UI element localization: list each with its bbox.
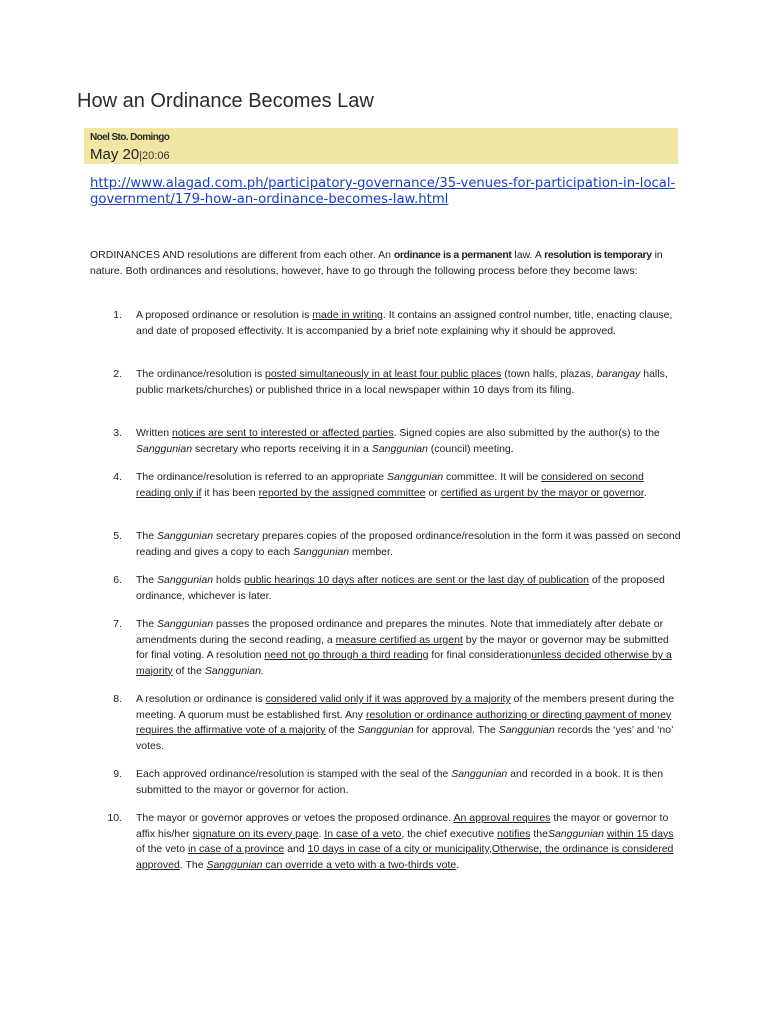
time-text: |20:06	[139, 150, 170, 162]
step-text-segment: Sanggunian	[357, 724, 414, 736]
step-text-segment: Sanggunian	[547, 827, 604, 840]
step-number: 6.	[113, 574, 122, 586]
intro-bold-ordinance: ordinance is a permanent	[393, 249, 512, 261]
step-text-segment: Otherwise, the ordinance is considered approved	[136, 843, 674, 871]
step-text-segment: of the	[325, 724, 358, 736]
step-text-segment: .	[318, 827, 325, 840]
step-text-segment: Sanggunian	[293, 545, 350, 558]
step-text-segment: unless decided otherwise by a majority	[136, 649, 672, 677]
step-text-segment: secretary prepares copies of the proposed ordinance/resolution in the form it was passed on second reading and gives a copy to each	[136, 530, 681, 558]
step-text-segment: signature on its every page	[192, 827, 319, 840]
step-text-segment: notices are sent to interested or affected parties	[171, 427, 394, 439]
step-number: 4.	[113, 471, 122, 483]
step-text-segment: .	[643, 486, 647, 499]
step-text-segment: Sanggunian	[451, 768, 508, 780]
step-text-segment: for final consideration	[428, 649, 532, 661]
step-number: 10.	[107, 812, 122, 824]
step-number: 8.	[113, 693, 122, 705]
step-text-segment: for approval. The	[413, 724, 499, 736]
step-text-segment: halls, public markets/churches) or published thrice in a local newspaper within 10 days from its filing.	[136, 368, 668, 396]
step-text-segment: Sanggunian.	[204, 664, 264, 677]
step-text-segment: in case of a province	[187, 843, 285, 855]
step-text-segment: it has been	[201, 486, 259, 499]
page-title: How an Ordinance Becomes Law	[77, 90, 374, 112]
step-text-segment: by the mayor or governor may be submitted for final voting. A resolution	[136, 633, 669, 661]
step-text-segment: ,	[488, 843, 492, 855]
source-link[interactable]: http://www.alagad.com.ph/participatory-governance/35-venues-for-participation-in-local-government/179-how-an-ordinance-becomes-law.html	[90, 176, 676, 207]
step-text-segment: In case of a veto	[324, 827, 402, 840]
step-text-segment: (town halls, plazas,	[501, 368, 597, 380]
step-text-segment: .	[456, 858, 460, 871]
intro-paragraph	[90, 248, 680, 279]
step-text-segment: secretary who reports receiving it in a	[192, 442, 372, 455]
step-text-segment: certified as urgent by the mayor or governor	[440, 486, 644, 499]
step-number: 2.	[113, 368, 122, 380]
step-text-segment: of the proposed ordinance, whichever is later.	[136, 574, 665, 602]
step-text	[136, 573, 681, 604]
step-text-segment: . It contains an assigned control number, title, enacting clause, and date of proposed effectivity. It is accompanied by a brief note explaining why it should be approved.	[136, 309, 673, 337]
step-text-segment: member.	[349, 545, 393, 558]
step-text-segment: need not go through a third reading	[264, 649, 429, 661]
step-text-segment: The	[136, 618, 158, 630]
step-text-segment: An approval requires	[453, 812, 551, 824]
step-text-segment: . Signed copies are also submitted by the author(s) to the	[393, 427, 660, 439]
publish-date	[90, 146, 170, 163]
step-text	[136, 426, 681, 457]
step-text-segment: posted simultaneously in at least four public places	[265, 368, 502, 380]
step-text-segment: holds	[213, 574, 245, 586]
step-text-segment: A resolution or ordinance is	[136, 693, 266, 705]
intro-bold-resolution: resolution is temporary	[544, 249, 652, 261]
step-text-segment: public hearings 10 days after notices are sent or the last day of publication	[244, 574, 589, 586]
step-text-segment: considered on second reading only if	[136, 471, 644, 499]
step-text-segment: Sanggunian	[206, 858, 263, 871]
step-text-segment: Each approved ordinance/resolution is stamped with the seal of the	[136, 768, 452, 780]
step-text	[136, 767, 681, 798]
step-text-segment: . The	[179, 858, 207, 871]
step-number: 7.	[113, 618, 122, 630]
step-text-segment: Sanggunian	[157, 530, 214, 542]
article-meta-banner	[84, 128, 678, 164]
step-text-segment: the	[530, 827, 548, 840]
step-text-segment: Sanggunian	[498, 724, 555, 736]
step-text-segment: and	[284, 843, 308, 855]
step-text-segment: The mayor or governor approves or vetoes the proposed ordinance.	[136, 812, 454, 824]
step-text	[136, 367, 681, 398]
intro-text-3: in nature. Both ordinances and resolutions, however, have to go through the following process before they become laws:	[90, 249, 663, 277]
step-text	[136, 811, 681, 873]
date-text: May 20	[90, 146, 140, 163]
intro-text-2: law. A	[511, 249, 545, 261]
step-text-segment: (council) meeting.	[427, 442, 514, 455]
step-text-segment: 10 days in case of a city or municipality	[307, 843, 489, 855]
step-text	[136, 470, 681, 501]
step-text-segment: can override a veto with a two-thirds vote	[262, 858, 457, 871]
step-text-segment: notifies	[497, 827, 531, 840]
step-text	[136, 529, 681, 560]
step-text-segment: The ordinance/resolution is	[136, 368, 265, 380]
step-text	[136, 692, 681, 754]
step-text-segment: committee. It will be	[443, 471, 542, 483]
step-number: 5.	[113, 530, 122, 542]
step-text-segment: The ordinance/resolution is referred to an appropriate	[136, 471, 387, 483]
step-text-segment: or	[425, 486, 441, 499]
step-text-segment: Written	[136, 427, 172, 439]
step-text-segment: of the veto	[136, 843, 188, 855]
step-text-segment: Sanggunian	[157, 574, 214, 586]
step-text-segment: considered valid only if it was approved by a majority	[265, 693, 511, 705]
step-text-segment: the mayor or governor to affix his/her	[136, 812, 669, 840]
step-text-segment: , the chief executive	[401, 827, 498, 840]
step-text-segment: The	[136, 574, 158, 586]
step-text-segment: and recorded in a book. It is then submitted to the mayor or governor for action.	[136, 768, 664, 796]
step-number: 9.	[113, 768, 122, 780]
step-text-segment: barangay	[596, 368, 641, 380]
step-text-segment: Sanggunian	[371, 442, 428, 455]
step-text-segment: The	[136, 530, 158, 542]
author-name[interactable]: Noel Sto. Domingo	[90, 132, 170, 143]
step-text-segment: measure certified as urgent	[335, 633, 463, 646]
step-text-segment: Sanggunian	[386, 471, 444, 483]
intro-text-1: ORDINANCES AND resolutions are different from each other. An	[90, 249, 394, 261]
step-number: 1.	[113, 309, 122, 321]
step-text-segment: of the	[172, 664, 205, 677]
step-text-segment: of the members present during the meeting. A quorum must be established first. Any	[136, 693, 675, 721]
step-text-segment: resolution or ordinance authorizing or directing payment of money requires the affirmative vote of a majority	[136, 708, 672, 736]
step-text-segment: reported by the assigned committee	[258, 486, 426, 499]
step-text	[136, 308, 681, 339]
step-number: 3.	[113, 427, 122, 439]
step-text	[136, 617, 681, 679]
step-text-segment: passes the proposed ordinance and prepares the minutes. Note that immediately after debate or amendments during the second reading, a	[136, 618, 664, 646]
step-text-segment: Sanggunian	[136, 442, 193, 455]
step-text-segment: within 15 days	[606, 827, 674, 840]
step-text-segment: Sanggunian	[157, 618, 214, 630]
step-text-segment: made in writing	[312, 309, 383, 321]
step-text-segment: records the ‘yes’ and ‘no’ votes.	[136, 724, 674, 752]
step-text-segment: A proposed ordinance or resolution is	[136, 309, 313, 321]
